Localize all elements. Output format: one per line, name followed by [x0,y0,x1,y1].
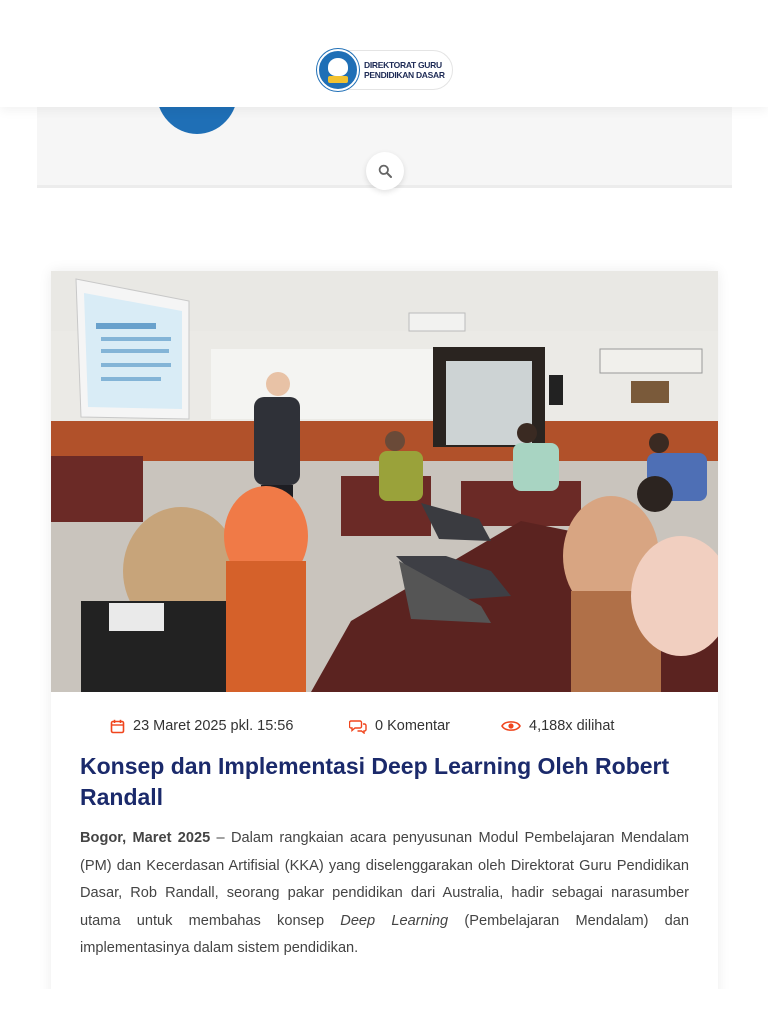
article-body-part-2: (Pembelajaran Mendalam) dan implementasinya dalam sistem pendidikan. [80,912,690,956]
meta-views [501,718,614,734]
sticky-topbar [0,0,768,107]
meta-comments-text: 0 Komentar [375,718,450,734]
site-logo[interactable] [317,50,453,90]
article-meta [51,718,718,740]
article-lead: Bogor, Maret 2025 [80,830,211,846]
article-body-italic: Deep Learning [340,912,449,929]
article-title[interactable]: Konsep dan Implementasi Deep Learning Oleh Robert Randall [80,753,670,810]
logo-line-1: DIREKTORAT GURU [364,60,442,70]
article-body-part-1: – Dalam rangkaian acara penyusunan Modul Pembelajaran Mendalam (PM) dan Kecerdasan Artifisial (KKA) yang diselenggarakan oleh Direktorat Guru Pendidikan Dasar, Rob Randall, seorang pakar pendidikan dari Australia, hadir sebagai narasumber utama untuk membahas konsep [80,830,689,929]
page-bottom [0,989,768,1024]
logo-line-2: PENDIDIKAN DASAR [364,70,445,80]
search-icon [378,164,392,178]
article-photo [51,271,718,692]
seminar-photo [51,271,718,692]
meta-views-text: 4,188x dilihat [529,718,615,734]
eye-icon [501,719,521,733]
search-button[interactable] [366,152,404,190]
meta-comments[interactable] [349,718,450,734]
comments-icon [349,719,367,734]
emblem-icon [317,49,359,91]
meta-date [110,718,293,734]
article-body [80,825,689,963]
logo-text [364,60,445,80]
article-card [51,271,718,1024]
calendar-icon [110,719,125,734]
meta-date-text: 23 Maret 2025 pkl. 15:56 [133,718,294,734]
